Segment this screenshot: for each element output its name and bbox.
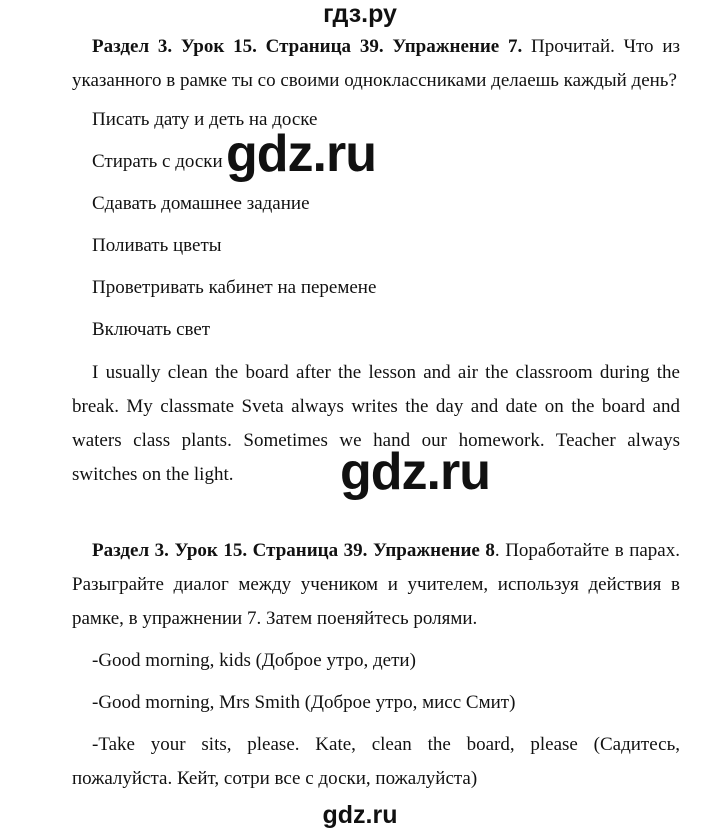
site-footer: gdz.ru <box>322 801 398 829</box>
watermark: gdz.ru <box>340 443 490 501</box>
dialogue-line: -Good morning, Mrs Smith (Доброе утро, мисс Смит) <box>92 692 516 713</box>
list-item: Включать свет <box>92 319 211 340</box>
list-item: Поливать цветы <box>92 235 222 256</box>
site-header: гдз.ру <box>323 0 397 28</box>
list-item: Проветривать кабинет на перемене <box>92 277 377 298</box>
exercise-7-answer: I usually clean the board after the lesson and air the classroom during the break. My classmate Sveta always writes the day and date on the board and waters class plants. Sometimes we hand our homework. Teacher always switches on the light. <box>72 362 680 485</box>
dialogue-line: -Take your sits, please. Kate, clean the board, please (Садитесь, пожалуйста. Кейт, сотри все с доски, пожалуйста) <box>72 734 680 789</box>
exercise-7-heading <box>72 30 680 98</box>
dialogue-line: -Good morning, kids (Доброе утро, дети) <box>92 650 416 671</box>
exercise-7-title: Раздел 3. Урок 15. Страница 39. Упражнение 7. <box>92 36 523 57</box>
list-item: Сдавать домашнее задание <box>92 193 310 214</box>
watermark: gdz.ru <box>226 125 376 183</box>
list-item: Писать дату и деть на доске <box>92 109 318 130</box>
exercise-7-prompt: Прочитай. Что из указанного в рамке ты со своими одноклассниками делаешь каждый день? <box>72 36 680 91</box>
exercise-8-title: Раздел 3. Урок 15. Страница 39. Упражнение 8 <box>92 540 495 561</box>
exercise-8-prompt: . Поработайте в парах. Разыграйте диалог между учеником и учителем, используя действия в рамке, в упражнении 7. Затем поеняйтесь ролями. <box>72 540 680 629</box>
list-item: Стирать с доски <box>92 151 223 172</box>
exercise-8-heading <box>72 534 680 636</box>
